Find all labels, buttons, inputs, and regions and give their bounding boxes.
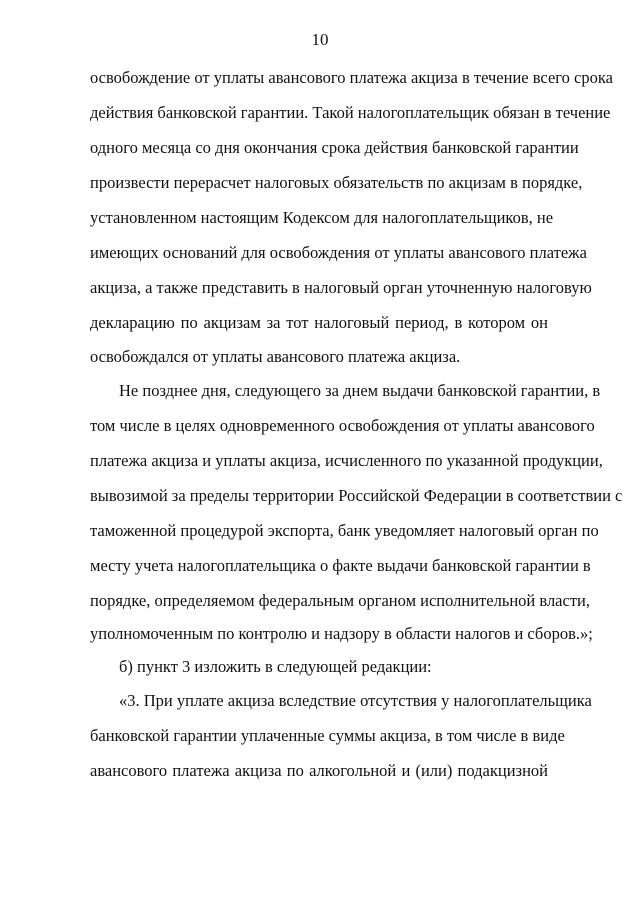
- text-line: месту учета налогоплательщика о факте выдачи банковской гарантии в: [90, 556, 591, 575]
- text-line: освобождался от уплаты авансового платежа акциза.: [90, 347, 461, 366]
- text-line: платежа акциза и уплаты акциза, исчисленного по указанной продукции,: [90, 451, 603, 470]
- text-line: Не позднее дня, следующего за днем выдачи банковской гарантии, в: [119, 381, 601, 400]
- text-line: произвести перерасчет налоговых обязательств по акцизам в порядке,: [90, 173, 583, 192]
- text-line: установленном настоящим Кодексом для налогоплательщиков, не: [90, 208, 554, 227]
- text-line: таможенной процедурой экспорта, банк уведомляет налоговый орган по: [90, 521, 599, 540]
- text-line: декларацию по акцизам за тот налоговый период, в котором он: [90, 313, 548, 332]
- text-line: порядке, определяемом федеральным органом исполнительной власти,: [90, 591, 590, 610]
- text-line: б) пункт 3 изложить в следующей редакции:: [119, 657, 432, 676]
- text-line: уполномоченным по контролю и надзору в области налогов и сборов.»;: [90, 624, 593, 643]
- page-number: 10: [311, 30, 329, 49]
- text-line: освобождение от уплаты авансового платежа акциза в течение всего срока: [90, 68, 613, 87]
- text-line: вывозимой за пределы территории Российской Федерации в соответствии с: [90, 486, 623, 505]
- text-line: том числе в целях одновременного освобождения от уплаты авансового: [90, 416, 595, 435]
- text-line: «3. При уплате акциза вследствие отсутствия у налогоплательщика: [119, 691, 592, 710]
- text-line: авансового платежа акциза по алкогольной и (или) подакцизной: [90, 761, 548, 780]
- text-line: имеющих оснований для освобождения от уплаты авансового платежа: [90, 243, 587, 262]
- text-line: одного месяца со дня окончания срока действия банковской гарантии: [90, 138, 579, 157]
- text-line: действия банковской гарантии. Такой налогоплательщик обязан в течение: [90, 103, 611, 122]
- text-line: банковской гарантии уплаченные суммы акциза, в том числе в виде: [90, 726, 565, 745]
- text-line: акциза, а также представить в налоговый орган уточненную налоговую: [90, 278, 592, 297]
